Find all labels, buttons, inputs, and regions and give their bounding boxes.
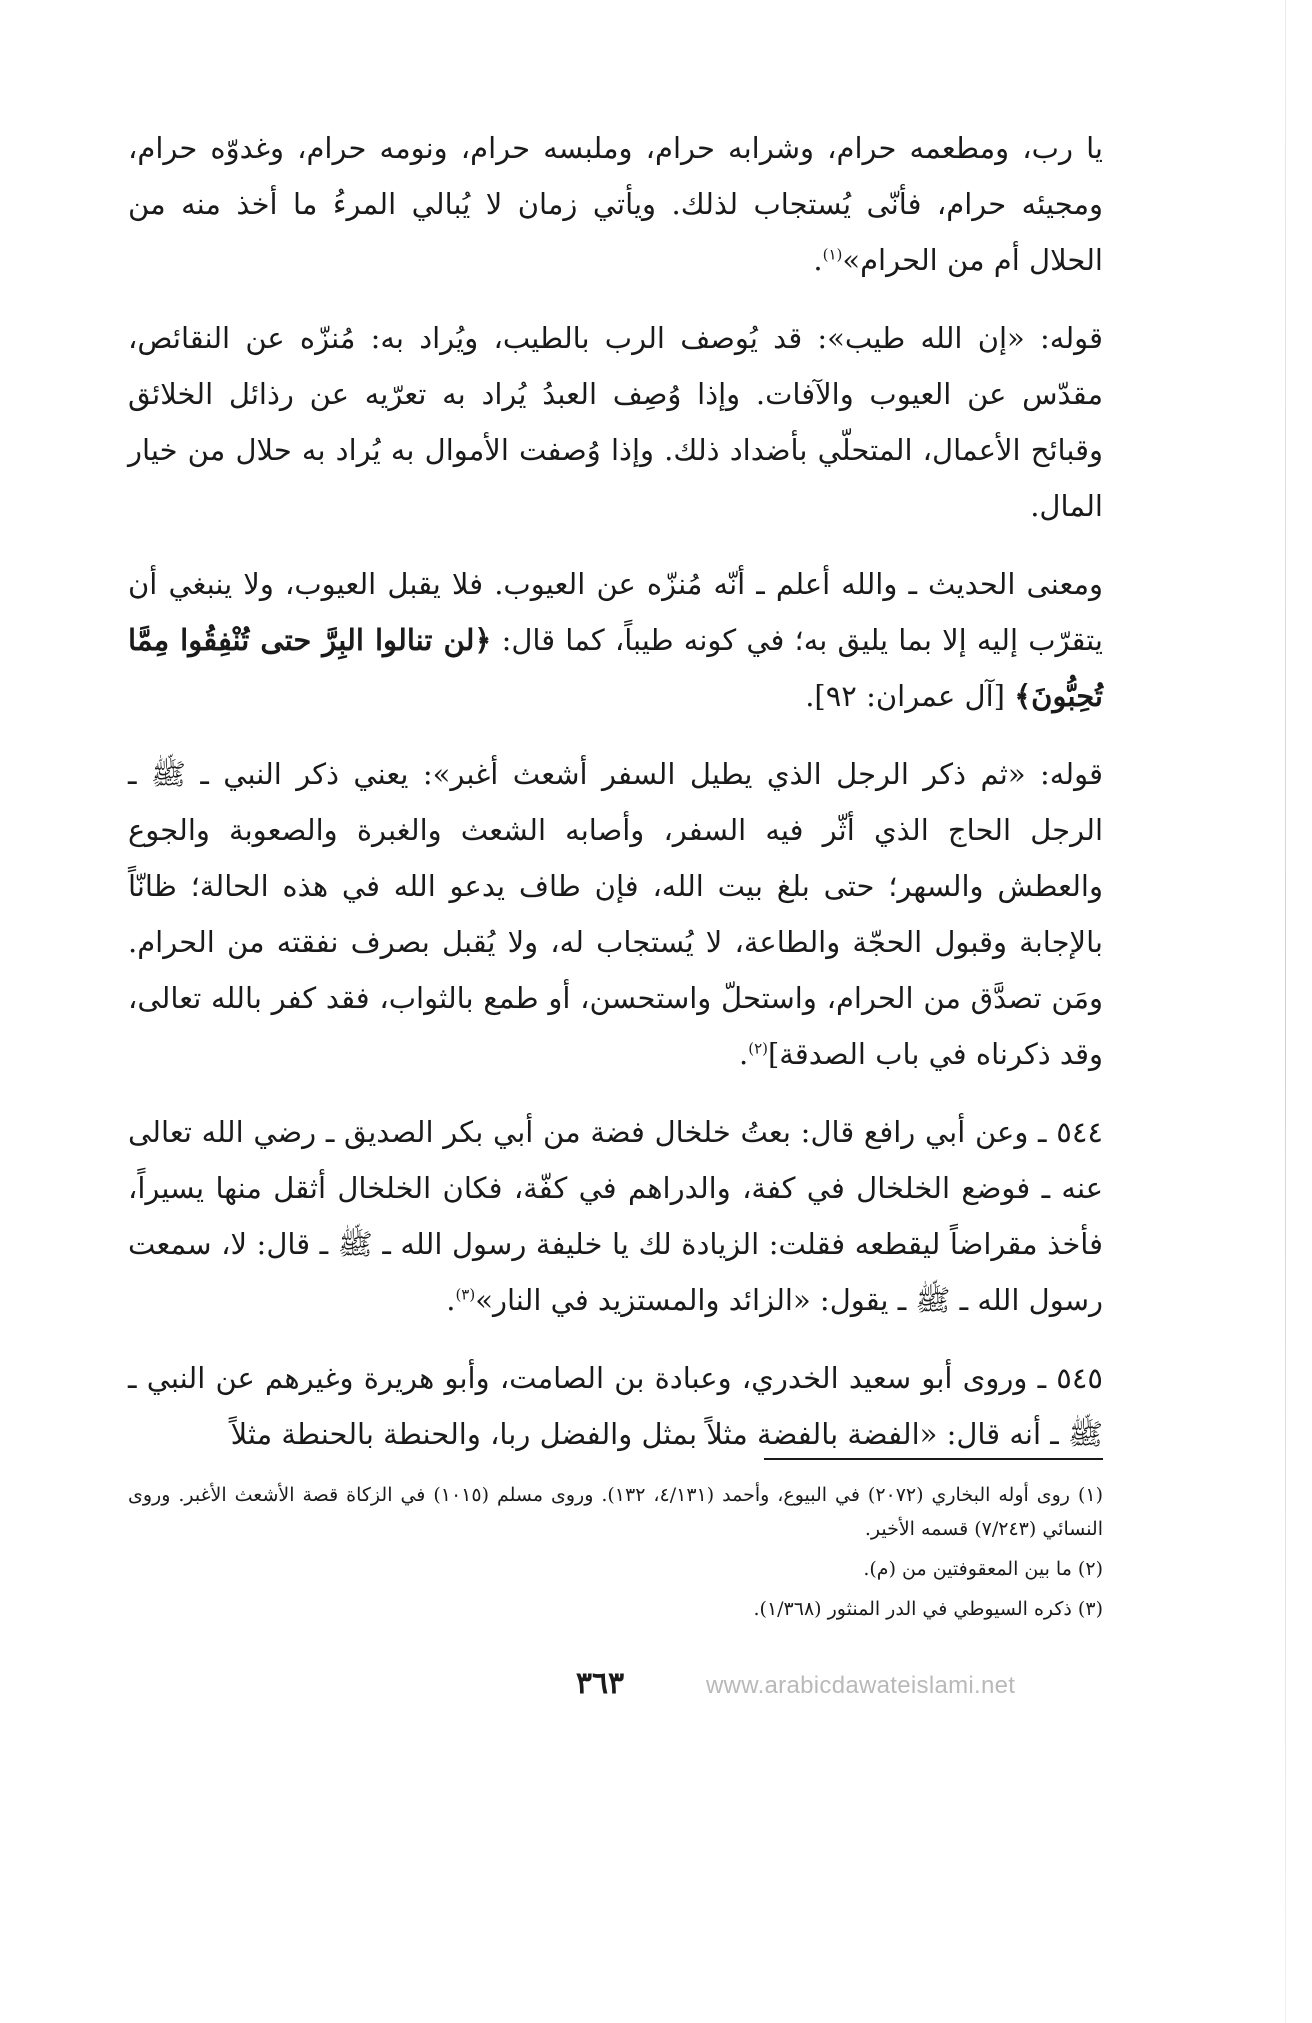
paragraph-6 [128, 1350, 1103, 1462]
footnote-ref-2: (٢) [748, 1039, 768, 1058]
main-text [128, 120, 1103, 1484]
paragraph-4-end: . [738, 1037, 749, 1071]
scan-edge-line [1285, 0, 1286, 2023]
paragraph-1-end: . [813, 243, 823, 277]
paragraph-5-text: ٥٤٤ ـ وعن أبي رافع قال: بعتُ خلخال فضة من أبي بكر الصديق ـ رضي الله تعالى عنه ـ فوضع الخلخال في كفة، والدراهم في كفّة، فكان الخلخال أثقل منها يسيراً، فأخذ مقراضاً ليقطعه فقلت: الزيادة لك يا خليفة رسول الله ـ ﷺ ـ قال: لا، سمعت رسول الله ـ ﷺ ـ يقول: «الزائد والمستزيد في النار» [128, 1115, 1103, 1317]
footnote-2: (٢) ما بين المعقوفتين من (م). [863, 1558, 1103, 1580]
footnote-ref-1: (١) [822, 245, 843, 264]
paragraph-3-text: ومعنى الحديث ـ والله أعلم ـ أنّه مُنزّه عن العيوب. فلا يقبل العيوب، ولا ينبغي أن يتقرّب إليه إلا بما يليق به؛ في كونه طيباً، كما قال: [128, 567, 1103, 657]
watermark-url: www.arabicdawateislami.net [706, 1672, 1016, 1699]
paragraph-3 [128, 556, 1103, 724]
paragraph-4 [128, 746, 1103, 1082]
page-number: ٣٦٣ [575, 1666, 625, 1701]
quran-reference: [آل عمران: ٩٢]. [805, 679, 1015, 713]
paragraph-2-text: قوله: «إن الله طيب»: قد يُوصف الرب بالطيب، ويُراد به: مُنزّه عن النقائص، مقدّس عن العيوب والآفات. وإذا وُصِف العبدُ يُراد به تعرّيه عن رذائل الخلائق وقبائح الأعمال، المتحلّي بأضداد ذلك. وإذا وُصفت الأموال به يُراد به حلال من خيار المال. [128, 321, 1103, 523]
footnote-3: (٣) ذكره السيوطي في الدر المنثور (١/٣٦٨). [753, 1598, 1103, 1620]
paragraph-4-text: قوله: «ثم ذكر الرجل الذي يطيل السفر أشعث أغبر»: يعني ذكر النبي ـ ﷺ ـ الرجل الحاج الذي أثّر فيه السفر، وأصابه الشعث والغبرة والصعوبة والجوع والعطش والسهر؛ حتى بلغ بيت الله، فإن طاف يدعو الله في هذه الحالة؛ ظانّاً بالإجابة وقبول الحجّة والطاعة، لا يُستجاب له، ولا يُقبل بصرف نفقته من الحرام. ومَن تصدَّق من الحرام، واستحلّ واستحسن، أو طمع بالثواب، فقد كفر بالله تعالى، وقد ذكرناه في باب الصدقة] [128, 757, 1103, 1071]
paragraph-6-text: ٥٤٥ ـ وروى أبو سعيد الخدري، وعبادة بن الصامت، وأبو هريرة وغيرهم عن النبي ـ ﷺ ـ أنه قال: «الفضة بالفضة مثلاً بمثل والفضل ربا، والحنطة بالحنطة مثلاً [128, 1361, 1103, 1451]
paragraph-5 [128, 1104, 1103, 1328]
quran-verse: ﴿لن تنالوا البِرَّ حتى تُنْفِقُوا مِمَّا تُحِبُّونَ﴾ [128, 623, 1103, 713]
footnote-separator [764, 1458, 1103, 1460]
footnote-1: (١) روى أوله البخاري (٢٠٧٢) في البيوع، وأحمد (٤/١٣١، ١٣٢). وروى مسلم (١٠١٥) في الزكاة قصة الأشعث الأغبر. وروى النسائي (٧/٢٤٣) قسمه الأخير. [128, 1484, 1103, 1540]
paragraph-2 [128, 310, 1103, 534]
paragraph-1 [128, 120, 1103, 288]
paragraph-5-end: . [446, 1283, 456, 1317]
paragraph-1-text: يا رب، ومطعمه حرام، وشرابه حرام، وملبسه حرام، ونومه حرام، وغدوّه حرام، ومجيئه حرام، فأنّى يُستجاب لذلك. ويأتي زمان لا يُبالي المرءُ ما أخذ منه من الحلال أم من الحرام» [128, 131, 1103, 277]
footnotes [128, 1478, 1103, 1632]
footnote-ref-3: (٣) [455, 1285, 476, 1304]
